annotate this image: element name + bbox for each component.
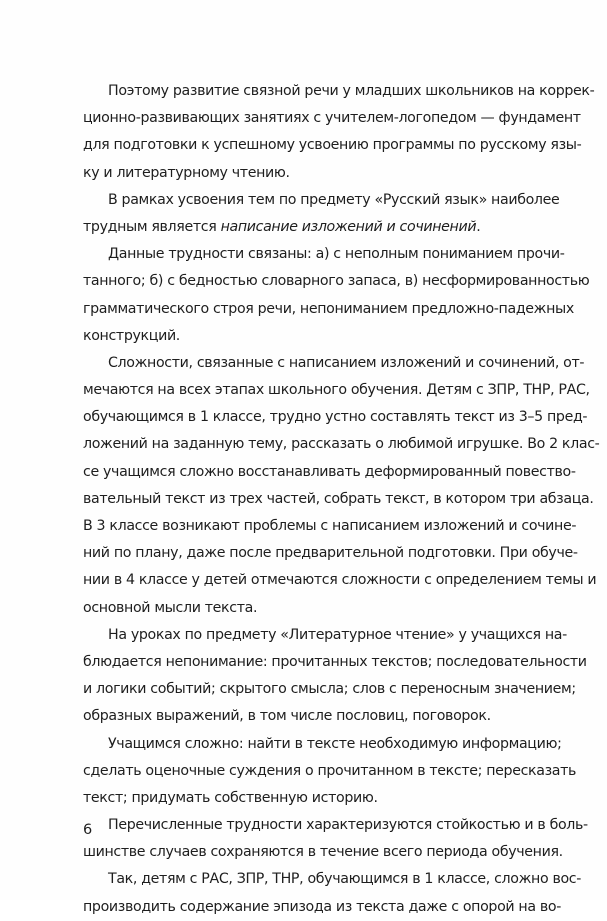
text-segment: трудным является [83, 218, 221, 235]
text-line: обучающимся в 1 классе, трудно устно составлять текст из 3–5 пред- [83, 409, 588, 426]
text-line: образных выражений, в том числе пословиц, поговорок. [83, 708, 491, 725]
text-line: В рамках усвоения тем по предмету «Русский язык» наиболее [108, 191, 560, 208]
body-text [83, 78, 600, 921]
text-line: блюдается непонимание: прочитанных текстов; последовательности [83, 653, 587, 670]
text-line: На уроках по предмету «Литературное чтение» у учащихся на- [108, 626, 567, 643]
paragraph [83, 866, 582, 920]
text-line: сделать оценочные суждения о прочитанном в тексте; пересказать [83, 762, 577, 779]
text-line: Сложности, связанные с написанием изложений и сочинений, от- [108, 354, 585, 371]
text-line: шинстве случаев сохраняются в течение всего периода обучения. [83, 844, 563, 861]
paragraph [83, 187, 560, 241]
text-line: ний по плану, даже после предварительной подготовки. При обуче- [83, 545, 578, 562]
text-line: вательный текст из трех частей, собрать текст, в котором три абзаца. [83, 490, 594, 507]
text-line: ложений на заданную тему, рассказать о любимой игрушке. Во 2 клас- [83, 436, 600, 453]
text-line: и логики событий; скрытого смысла; слов с переносным значением; [83, 681, 576, 698]
text-line: Перечисленные трудности характеризуются стойкостью и в боль- [108, 817, 588, 834]
text-line: танного; б) с бедностью словарного запаса, в) несформированностью [83, 273, 590, 290]
paragraph [83, 812, 588, 866]
text-segment: . [476, 218, 481, 235]
text-line [83, 214, 545, 241]
text-line: Учащимся сложно: найти в тексте необходимую информацию; [108, 735, 562, 752]
text-line: конструкций. [83, 327, 180, 344]
text-line: Так, детям с РАС, ЗПР, ТНР, обучающимся в 1 классе, сложно вос- [108, 871, 582, 888]
emphasized-text: написание изложений и сочинений [220, 218, 477, 235]
text-line: В 3 классе возникают проблемы с написанием изложений и сочине- [83, 518, 577, 534]
text-line: нии в 4 классе у детей отмечаются сложности с определением темы и [83, 572, 597, 589]
text-line: ку и литературному чтению. [83, 164, 290, 181]
text-line: грамматического строя речи, непониманием предложно-падежных [83, 300, 574, 317]
text-line: Поэтому развитие связной речи у младших школьников на коррек- [108, 83, 595, 99]
text-line: се учащимся сложно восстанавливать деформированный повество- [83, 463, 576, 480]
text-line: Данные трудности связаны: а) с неполным пониманием прочи- [108, 246, 565, 263]
paragraph [83, 622, 587, 731]
text-line: основной мысли текста. [83, 599, 258, 616]
text-line: для подготовки к успешному усвоению программы по русскому язы- [83, 137, 582, 154]
paragraph [83, 731, 577, 813]
paragraph [83, 350, 600, 622]
text-line: текст; придумать собственную историю. [83, 789, 378, 806]
text-line: производить содержание эпизода из текста даже с опорой на во- [83, 898, 561, 915]
paragraph [83, 241, 590, 350]
paragraph [83, 78, 595, 187]
page-number: 6 [83, 822, 93, 838]
text-line: мечаются на всех этапах школьного обучения. Детям с ЗПР, ТНР, РАС, [83, 382, 590, 399]
text-line: ционно-развивающих занятиях с учителем-логопедом — фундамент [83, 110, 581, 127]
